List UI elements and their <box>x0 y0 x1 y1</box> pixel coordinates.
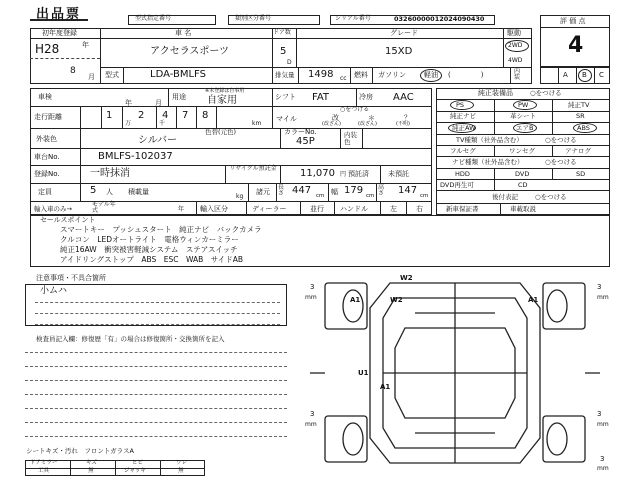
exterior-color-label: 外装色 <box>36 135 57 143</box>
month-unit: 月 <box>88 73 95 81</box>
header-serial-value: 03260000012024090430 <box>394 15 485 23</box>
navi-type-note: ○をつける <box>545 158 577 166</box>
title-underline <box>30 19 88 21</box>
equipment-circle-note: ○をつける <box>530 89 562 97</box>
recycle-status-2: 未預託 <box>388 170 409 178</box>
navi-option-1: HDD <box>455 170 470 178</box>
notes-title: 注意事項・不具合箇所 <box>36 274 106 282</box>
equip-abs: ABS <box>577 124 590 132</box>
chassis-value: BMLFS-102037 <box>98 151 173 162</box>
tv-type-note: ○をつける <box>545 136 577 144</box>
import-dealer: ディーラー <box>252 205 287 213</box>
usage-value: 自家用 <box>207 95 237 106</box>
equip-pw: PW <box>518 101 529 109</box>
equip-aw: 純正AW <box>452 124 476 132</box>
mile-option-sub-1: (改ざん) <box>322 121 341 127</box>
equip-ps: PS <box>456 101 465 109</box>
sales-points-title: セールスポイント <box>40 216 96 224</box>
car-name-label: 車 名 <box>175 29 192 37</box>
registration-label: 登録No. <box>34 170 60 178</box>
tv-option-2: ワンセグ <box>509 147 535 155</box>
car-name-value: アクセラスポーツ <box>150 46 229 57</box>
interior-notes-label: シートキズ・汚れ フロントガラスA <box>26 447 134 455</box>
header-field1-label: 型式指定番号 <box>135 15 172 22</box>
navi-option-2: DVD <box>515 170 530 178</box>
type-value: LDA-BMLFS <box>150 69 206 80</box>
interior-b: B <box>582 71 587 79</box>
fuel-diesel: 軽油 <box>424 71 438 79</box>
interior-notes-v3: ジャッキ <box>124 468 146 474</box>
recycle-unit: 円 <box>340 171 347 178</box>
rear-note: ○をつける <box>535 193 567 201</box>
mile-option-sub-3: (不明) <box>396 121 410 127</box>
interior-a: A <box>563 71 568 79</box>
interior-c: C <box>599 71 604 79</box>
header-field2-label: 類別区分番号 <box>235 15 272 22</box>
dvd-label: DVD再生可 <box>440 181 474 189</box>
car-body-diagram <box>295 268 615 478</box>
equip-airbag: エアB <box>516 124 534 132</box>
damage-mark-a1-lf: A1 <box>350 296 361 304</box>
exterior-color-value: シルバー <box>138 135 178 146</box>
tire-rl-unit: mm <box>305 421 317 428</box>
import-type-label: 輸入区分 <box>200 205 228 213</box>
interior-grade-label: 内装 <box>514 68 521 81</box>
header-serial-label: シリアル番号 <box>335 15 371 22</box>
sales-line-1: スマートキー プッシュスタート 純正ナビ バックカメラ <box>60 225 262 234</box>
equip-sr: SR <box>576 112 585 120</box>
notes-handwritten: 小ムハ <box>40 286 68 296</box>
usage-label: 用途 <box>172 93 186 101</box>
tv-option-1: フルセグ <box>450 147 476 155</box>
height-unit: cm <box>420 193 429 199</box>
dims-label: 諸元 <box>256 188 270 196</box>
year-unit: 年 <box>82 41 89 49</box>
capacity-label: 定員 <box>38 188 52 196</box>
mileage-unit: km <box>252 120 262 127</box>
sales-line-3: 純正16AW 衝突被害軽減システム ステアスイッチ <box>60 245 238 254</box>
mileage-sen-unit: 千 <box>159 120 166 127</box>
mileage-digit-3: 4 <box>162 110 169 121</box>
tire-rr-unit: mm <box>597 421 609 428</box>
shift-label: シフト <box>275 93 296 101</box>
mileage-digit-1: 1 <box>106 110 113 121</box>
color-change-label: 色替(元色) <box>205 128 237 136</box>
damage-mark-a1-rf: A1 <box>528 296 539 304</box>
sales-line-2: クルコン LEDオートライト 電格ウィンカーミラー <box>60 235 239 244</box>
mileage-digit-2: 2 <box>138 110 145 121</box>
mileage-man-unit: 万 <box>125 120 132 127</box>
capacity-unit: 人 <box>106 188 113 196</box>
ac-value: AAC <box>393 92 414 103</box>
width-label: 幅 <box>331 188 338 196</box>
load-label: 積載量 <box>128 188 149 196</box>
handle-left: 左 <box>390 205 397 213</box>
usage-note: ※未登録は自事用 <box>205 88 245 94</box>
mile-label: マイル <box>276 115 297 123</box>
equipment-title: 純正装備品 <box>478 89 513 97</box>
length-unit: cm <box>316 193 325 199</box>
interior-notes-v4: 無 <box>178 468 184 474</box>
mileage-digit-5: 8 <box>202 110 209 121</box>
interior-notes-h3: ヒビ <box>132 460 144 466</box>
damage-mark-u1: U1 <box>358 369 369 377</box>
drive-4wd: 4WD <box>508 57 523 64</box>
capacity-value: 5 <box>90 185 97 196</box>
damage-mark-w2-rear: W2 <box>390 296 403 304</box>
model-year-unit: 年 <box>178 206 185 213</box>
doors-value: 5 <box>280 46 287 57</box>
registration-value: 一時抹消 <box>90 168 130 179</box>
displacement-unit: cc <box>340 75 347 82</box>
chassis-label: 車台No. <box>34 153 60 161</box>
ac-label: 冷房 <box>359 93 373 101</box>
color-code-label: カラーNo. <box>284 128 317 136</box>
tire-rl-value: 3 <box>310 410 315 418</box>
mileage-label: 走行距離 <box>34 113 62 121</box>
import-label: 輸入車のみ→ <box>34 205 72 213</box>
first-reg-label: 初年度登録 <box>42 29 77 37</box>
model-grade-label: グレード <box>390 29 418 37</box>
tire-fr-value: 3 <box>597 283 602 291</box>
load-unit: kg <box>236 193 244 200</box>
navi-type-label: ナビ種類（社外品含む） <box>452 158 524 166</box>
import-parallel: 並行 <box>310 205 324 213</box>
doors-label: ドア数 <box>273 29 291 36</box>
rear-label: 後付表記 <box>492 193 518 201</box>
recycle-status-1: 預託済 <box>348 170 369 178</box>
equip-navi: 純正ナビ <box>450 112 476 120</box>
interior-notes-v1: 工具 <box>38 468 50 474</box>
drive-label: 駆動 <box>507 29 521 37</box>
spare-tire-value: 3 <box>600 455 605 463</box>
handle-right: 右 <box>416 205 423 213</box>
mile-circle-note: ○をつける <box>340 106 370 113</box>
grade-label: 評 価 点 <box>560 17 586 25</box>
tv-type-label: TV種類（社外品含む） <box>456 136 523 144</box>
tv-option-3: アナログ <box>565 147 591 155</box>
mile-option-2: ＊ <box>368 114 375 122</box>
model-year-label: モデル年式 <box>92 201 116 214</box>
tire-fl-unit: mm <box>305 294 317 301</box>
sales-line-4: アイドリングストップ ABS ESC WAB サイドAB <box>60 255 244 264</box>
interior-notes-h2: キズ <box>86 460 97 466</box>
width-unit: cm <box>366 193 375 199</box>
color-code-value: 45P <box>296 136 315 147</box>
length-value: 447 <box>292 185 312 196</box>
damage-mark-a1-rear: A1 <box>380 383 391 391</box>
width-value: 179 <box>344 185 364 196</box>
inspection-label: 車検 <box>38 93 52 101</box>
tire-fl-value: 3 <box>310 283 315 291</box>
first-reg-month: 8 <box>70 66 76 76</box>
inspection-year-unit: 年 <box>125 99 132 107</box>
displacement-value: 1498 <box>308 69 334 80</box>
warranty-label: 新車保証書 <box>446 205 479 213</box>
interior-notes-v2: 無 <box>88 468 94 474</box>
length-label: 長さ <box>278 184 285 197</box>
interior-notes-h4: ワレ <box>176 460 188 466</box>
interior-color-label: 内装色 <box>344 131 357 146</box>
handle-label: ハンドル <box>340 205 368 213</box>
recycle-label: リサイクル預託金 <box>229 165 277 172</box>
shift-value: FAT <box>312 92 330 103</box>
grade-value: 4 <box>568 33 584 58</box>
dvd-value: CD <box>518 181 528 189</box>
height-label: 高さ <box>378 184 385 197</box>
fuel-gasoline: ガソリン <box>378 71 406 79</box>
mile-option-sub-2: (改ざん) <box>358 121 377 127</box>
mileage-digit-4: 7 <box>182 110 189 121</box>
mile-option-1: 改 <box>332 114 339 122</box>
inspection-month-unit: 月 <box>155 99 162 107</box>
interior-notes-h1: ドアミラー <box>30 460 58 466</box>
drive-2wd: 2WD <box>508 42 523 49</box>
mile-option-3: ？ <box>404 114 411 122</box>
tire-fr-unit: mm <box>597 294 609 301</box>
equip-leather: 革シート <box>510 112 536 120</box>
spare-tire-unit: mm <box>597 465 609 472</box>
model-grade-value: 15XD <box>385 46 413 57</box>
recycle-value: 11,070 <box>300 168 335 179</box>
tire-rr-value: 3 <box>597 410 602 418</box>
manual-label: 車載取説 <box>510 205 536 213</box>
fuel-paren: () <box>448 71 514 79</box>
navi-option-3: SD <box>576 170 586 178</box>
document-title: 出品票 <box>36 7 82 22</box>
type-label: 型式 <box>105 71 119 79</box>
damage-mark-w2-front: W2 <box>400 274 413 282</box>
displacement-label: 排気量 <box>275 71 295 79</box>
first-reg-year: H28 <box>35 42 60 56</box>
height-value: 147 <box>398 185 418 196</box>
repair-title: 検査員記入欄：修復歴「有」の場合は修復箇所・交換箇所を記入 <box>36 335 225 343</box>
fuel-label: 燃料 <box>354 71 368 79</box>
equip-tv: 純正TV <box>568 101 590 109</box>
doors-sub: D <box>287 59 292 66</box>
